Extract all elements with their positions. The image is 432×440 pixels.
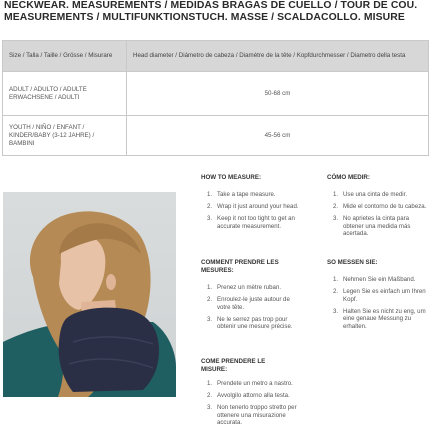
list-item: 1. Nehmen Sie ein Maßband.	[333, 276, 416, 283]
how-to-measure-heading-en: HOW TO MEASURE:	[201, 174, 262, 181]
list-item: 1. Prenez un mètre ruban.	[207, 284, 282, 291]
list-item: 3. No aprietes la cinta para obtener una medida más acertada.	[333, 215, 411, 238]
list-item: 1. Use una cinta de medir.	[333, 191, 408, 198]
how-to-measure-heading-it: COME PRENDERE LE MISURE:	[201, 358, 266, 373]
list-item: 2. Wrap it just around your head.	[207, 203, 299, 211]
list-item: 2. Legen Sie es einfach um Ihren Kopf.	[333, 288, 426, 303]
diameter-cell-adult: 50-68 cm	[127, 72, 429, 116]
list-item: 3. Keep it not too tight to get an accurate measurement.	[207, 215, 295, 230]
list-item: 2. Avvolgilo attorno alla testa.	[207, 392, 290, 400]
size-cell-adult: ADULT / ADULTO / ADULTE ERWACHSENE / ADULTI	[3, 72, 127, 116]
list-item: 3. Ne le serrez pas trop pour obtenir une mesure précise.	[207, 315, 293, 331]
list-item: 1. Take a tape measure.	[207, 191, 276, 198]
how-to-measure-heading-es: CÓMO MEDIR:	[327, 174, 370, 181]
table-header-row	[3, 41, 429, 72]
steps-list-es	[333, 191, 431, 242]
list-item: 2. Mide el contorno de tu cabeza.	[333, 203, 427, 211]
model-illustration	[3, 192, 176, 397]
how-to-measure-heading-fr: COMMENT PRENDRE LES MESURES:	[201, 259, 279, 274]
how-to-measure-heading-de: SO MESSEN SIE:	[327, 259, 378, 266]
size-table	[2, 40, 429, 156]
page-title: NECKWEAR. MEASUREMENTS / MEDIDAS BRAGAS DE CUELLO / TOUR DE COU. MEASUREMENTS / MULTIFUNKTIONSTUCH. MASSE / SCALDACOLLO. MISURE	[4, 0, 418, 23]
size-column-header: Size / Talla / Taille / Grösse / Misurare	[3, 41, 127, 72]
diameter-cell-youth: 45-56 cm	[127, 116, 429, 156]
steps-list-fr	[207, 284, 302, 335]
table-row	[3, 72, 429, 116]
head-diameter-column-header: Head diameter / Diámetro de cabeza / Diamètre de la tête / Kopfdurchmesser / Diametro della testa	[127, 41, 429, 72]
list-item: 2. Enroulez-le juste autour de votre tête.	[207, 296, 290, 311]
steps-list-en	[207, 191, 301, 235]
size-cell-youth: YOUTH / NIÑO / ENFANT / KINDER/BABY (3-12 JAHRE) / BAMBINI	[3, 116, 127, 156]
steps-list-de	[333, 276, 429, 335]
steps-list-it	[207, 380, 307, 431]
table-row	[3, 116, 429, 156]
list-item: 3. Non tenerlo troppo stretto per ottenere una misurazione accurata.	[207, 404, 297, 427]
list-item: 1. Prendete un metro a nastro.	[207, 380, 293, 387]
list-item: 3. Halten Sie es nicht zu eng, um eine genaue Messung zu erhalten.	[333, 307, 426, 330]
model-photo	[3, 192, 176, 397]
